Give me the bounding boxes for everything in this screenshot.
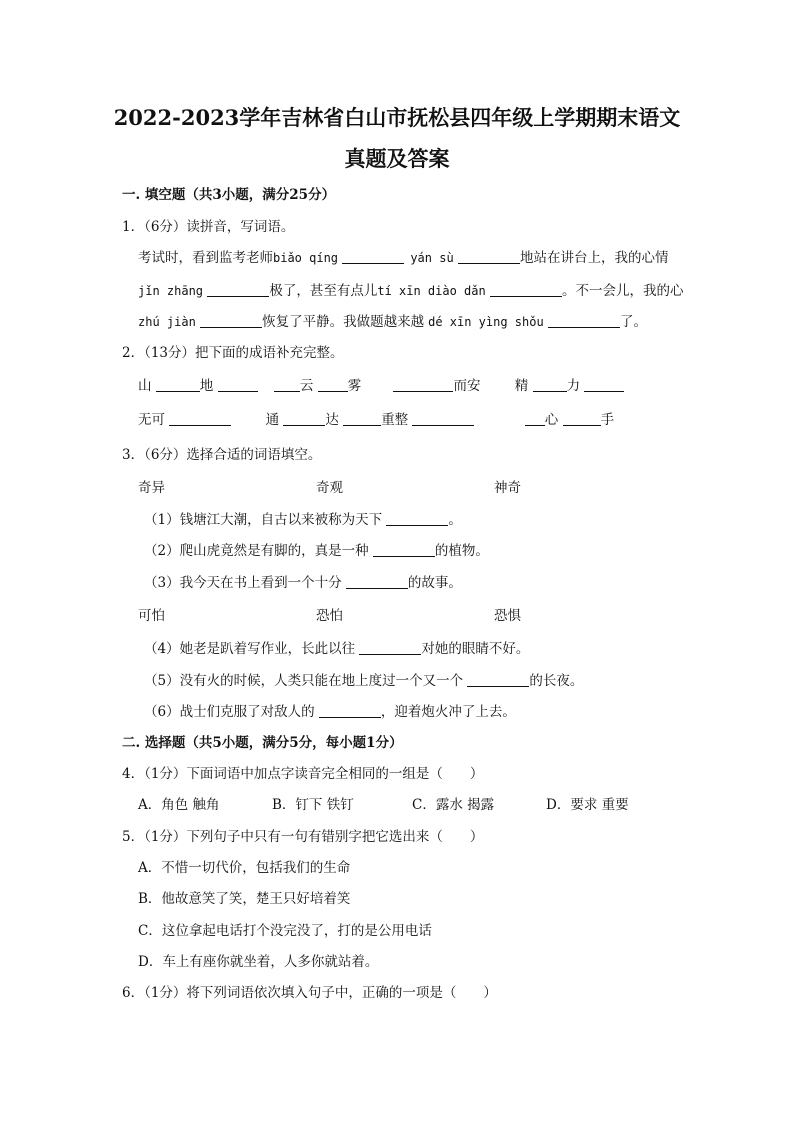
idiom-char: 而安 bbox=[453, 378, 481, 394]
q1-pinyin-tixindiaodan: tí xīn diào dǎn bbox=[377, 284, 486, 298]
question-1-line-2 bbox=[138, 282, 684, 300]
sentence-blank[interactable] bbox=[359, 640, 421, 655]
idiom-blank[interactable] bbox=[169, 411, 231, 426]
sentence-text: 。 bbox=[448, 512, 462, 528]
question-3-sentence-1 bbox=[144, 511, 462, 529]
idiom-blank[interactable] bbox=[393, 377, 453, 392]
q1-text: 了。 bbox=[619, 314, 647, 330]
question-3-sentence-6 bbox=[144, 703, 516, 721]
sentence-text: （1）钱塘江大潮，自古以来被称为天下 bbox=[144, 512, 383, 528]
idiom-blank[interactable] bbox=[533, 377, 567, 392]
q1-blank-3[interactable] bbox=[207, 282, 269, 297]
sentence-text: 的故事。 bbox=[407, 575, 462, 591]
sentence-text: （5）没有火的时候，人类只能在地上度过一个又一个 bbox=[144, 673, 464, 689]
word-bank-1-item: 神奇 bbox=[494, 480, 521, 496]
idiom-blank[interactable] bbox=[218, 377, 258, 392]
section-heading-fill-in: 一. 填空题（共3小题，满分25分） bbox=[122, 187, 336, 203]
q1-text: 恢复了平静。我做题越来越 bbox=[262, 314, 425, 330]
q1-pinyin-yansu: yán sù bbox=[410, 251, 454, 265]
idiom-char: 地 bbox=[199, 378, 214, 394]
sentence-text: ，迎着炮火冲了上去。 bbox=[380, 704, 516, 720]
sentence-blank[interactable] bbox=[346, 574, 408, 589]
q1-text: 极了，甚至有点儿 bbox=[269, 283, 378, 299]
question-6-stem: 6．（1分）将下列词语依次填入句子中，正确的一项是（ ） bbox=[122, 985, 497, 1001]
question-2-row-1 bbox=[138, 377, 624, 395]
sentence-blank[interactable] bbox=[319, 703, 381, 718]
idiom-char: 精 bbox=[514, 378, 529, 394]
sentence-blank[interactable] bbox=[467, 672, 529, 687]
question-3-sentence-2 bbox=[144, 542, 489, 560]
question-4-option-a[interactable]: A．角色 触角 bbox=[138, 797, 220, 813]
q1-blank-1[interactable] bbox=[342, 249, 404, 264]
idiom-char: 手 bbox=[600, 412, 615, 428]
question-1-line-1 bbox=[138, 249, 668, 267]
q1-blank-6[interactable] bbox=[548, 313, 620, 328]
word-bank-1-item: 奇异 bbox=[138, 480, 165, 496]
idiom-blank[interactable] bbox=[274, 377, 300, 392]
question-3-sentence-4 bbox=[144, 640, 529, 658]
question-3-sentence-5 bbox=[144, 672, 583, 690]
q1-blank-4[interactable] bbox=[490, 282, 562, 297]
question-5-option-a[interactable]: A．不惜一切代价，包括我们的生命 bbox=[138, 860, 351, 876]
sentence-text: 的植物。 bbox=[434, 543, 489, 559]
q1-pinyin-jinzhang: jǐn zhāng bbox=[138, 284, 204, 298]
question-4-option-b[interactable]: B．钉下 铁钉 bbox=[272, 797, 354, 813]
idiom-char: 云 bbox=[299, 378, 314, 394]
q1-text: 考试时，看到监考老师 bbox=[138, 250, 273, 266]
question-5-option-c[interactable]: C．这位拿起电话打个没完没了，打的是公用电话 bbox=[138, 923, 432, 939]
q1-pinyin-biaoqing: biǎo qíng bbox=[273, 251, 339, 265]
sentence-text: （3）我今天在书上看到一个十分 bbox=[144, 575, 342, 591]
idiom-char: 达 bbox=[325, 412, 339, 428]
sentence-text: （4）她老是趴着写作业，长此以往 bbox=[144, 641, 356, 657]
question-1-stem: 1．（6分）读拼音，写词语。 bbox=[122, 219, 295, 235]
question-5-option-b[interactable]: B．他故意笑了笑，楚王只好培着笑 bbox=[138, 891, 351, 907]
word-bank-1-item: 奇观 bbox=[316, 480, 343, 496]
q1-pinyin-zhujian: zhú jiàn bbox=[138, 315, 196, 329]
question-3-stem: 3．（6分）选择合适的词语填空。 bbox=[122, 447, 322, 463]
q1-text: 地站在讲台上，我的心情 bbox=[519, 250, 669, 266]
idiom-char: 雾 bbox=[347, 378, 362, 394]
idiom-char: 通 bbox=[265, 412, 280, 428]
idiom-blank[interactable] bbox=[563, 411, 601, 426]
word-bank-2-item: 可怕 bbox=[138, 608, 165, 624]
idiom-char: 无可 bbox=[138, 412, 165, 428]
sentence-text: （2）爬山虎竟然是有脚的，真是一种 bbox=[144, 543, 369, 559]
sentence-text: （6）战士们克服了对敌人的 bbox=[144, 704, 315, 720]
question-2-row-2 bbox=[138, 411, 614, 429]
question-5-stem: 5．（1分）下列句子中只有一句有错别字把它选出来（ ） bbox=[122, 829, 484, 845]
word-bank-2-item: 恐惧 bbox=[494, 608, 521, 624]
document-title-line-2: 真题及答案 bbox=[344, 146, 450, 171]
sentence-text: 的长夜。 bbox=[529, 673, 584, 689]
idiom-blank[interactable] bbox=[412, 411, 474, 426]
idiom-char: 山 bbox=[138, 378, 152, 394]
sentence-text: 对她的眼睛不好。 bbox=[421, 641, 530, 657]
sentence-blank[interactable] bbox=[386, 511, 448, 526]
q1-text: 。不一会儿，我的心 bbox=[562, 283, 684, 299]
question-1-line-3 bbox=[138, 313, 647, 331]
idiom-blank[interactable] bbox=[584, 377, 624, 392]
idiom-char: 力 bbox=[566, 378, 581, 394]
idiom-blank[interactable] bbox=[318, 377, 348, 392]
q1-blank-5[interactable] bbox=[200, 313, 262, 328]
document-title-line-1: 2022-2023学年吉林省白山市抚松县四年级上学期期末语文 bbox=[113, 105, 681, 130]
q1-blank-2[interactable] bbox=[458, 249, 520, 264]
idiom-blank[interactable] bbox=[343, 411, 381, 426]
idiom-char: 重整 bbox=[381, 412, 409, 428]
q1-pinyin-dexinyingshou: dé xīn yìng shǒu bbox=[428, 315, 544, 329]
question-3-sentence-3 bbox=[144, 574, 462, 592]
question-2-stem: 2．（13分）把下面的成语补充完整。 bbox=[122, 345, 344, 361]
sentence-blank[interactable] bbox=[373, 542, 435, 557]
idiom-blank[interactable] bbox=[525, 411, 545, 426]
idiom-blank[interactable] bbox=[283, 411, 325, 426]
word-bank-2-item: 恐怕 bbox=[316, 608, 343, 624]
idiom-blank[interactable] bbox=[156, 377, 200, 392]
question-4-stem: 4．（1分）下面词语中加点字读音完全相同的一组是（ ） bbox=[122, 766, 484, 782]
idiom-char: 心 bbox=[544, 412, 559, 428]
question-5-option-d[interactable]: D．车上有座你就坐着，人多你就站着。 bbox=[138, 954, 379, 970]
question-4-option-d[interactable]: D．要求 重要 bbox=[546, 797, 629, 813]
section-heading-multiple-choice: 二. 选择题（共5小题，满分5分，每小题1分） bbox=[122, 735, 403, 751]
question-4-option-c[interactable]: C．露水 揭露 bbox=[412, 797, 495, 813]
